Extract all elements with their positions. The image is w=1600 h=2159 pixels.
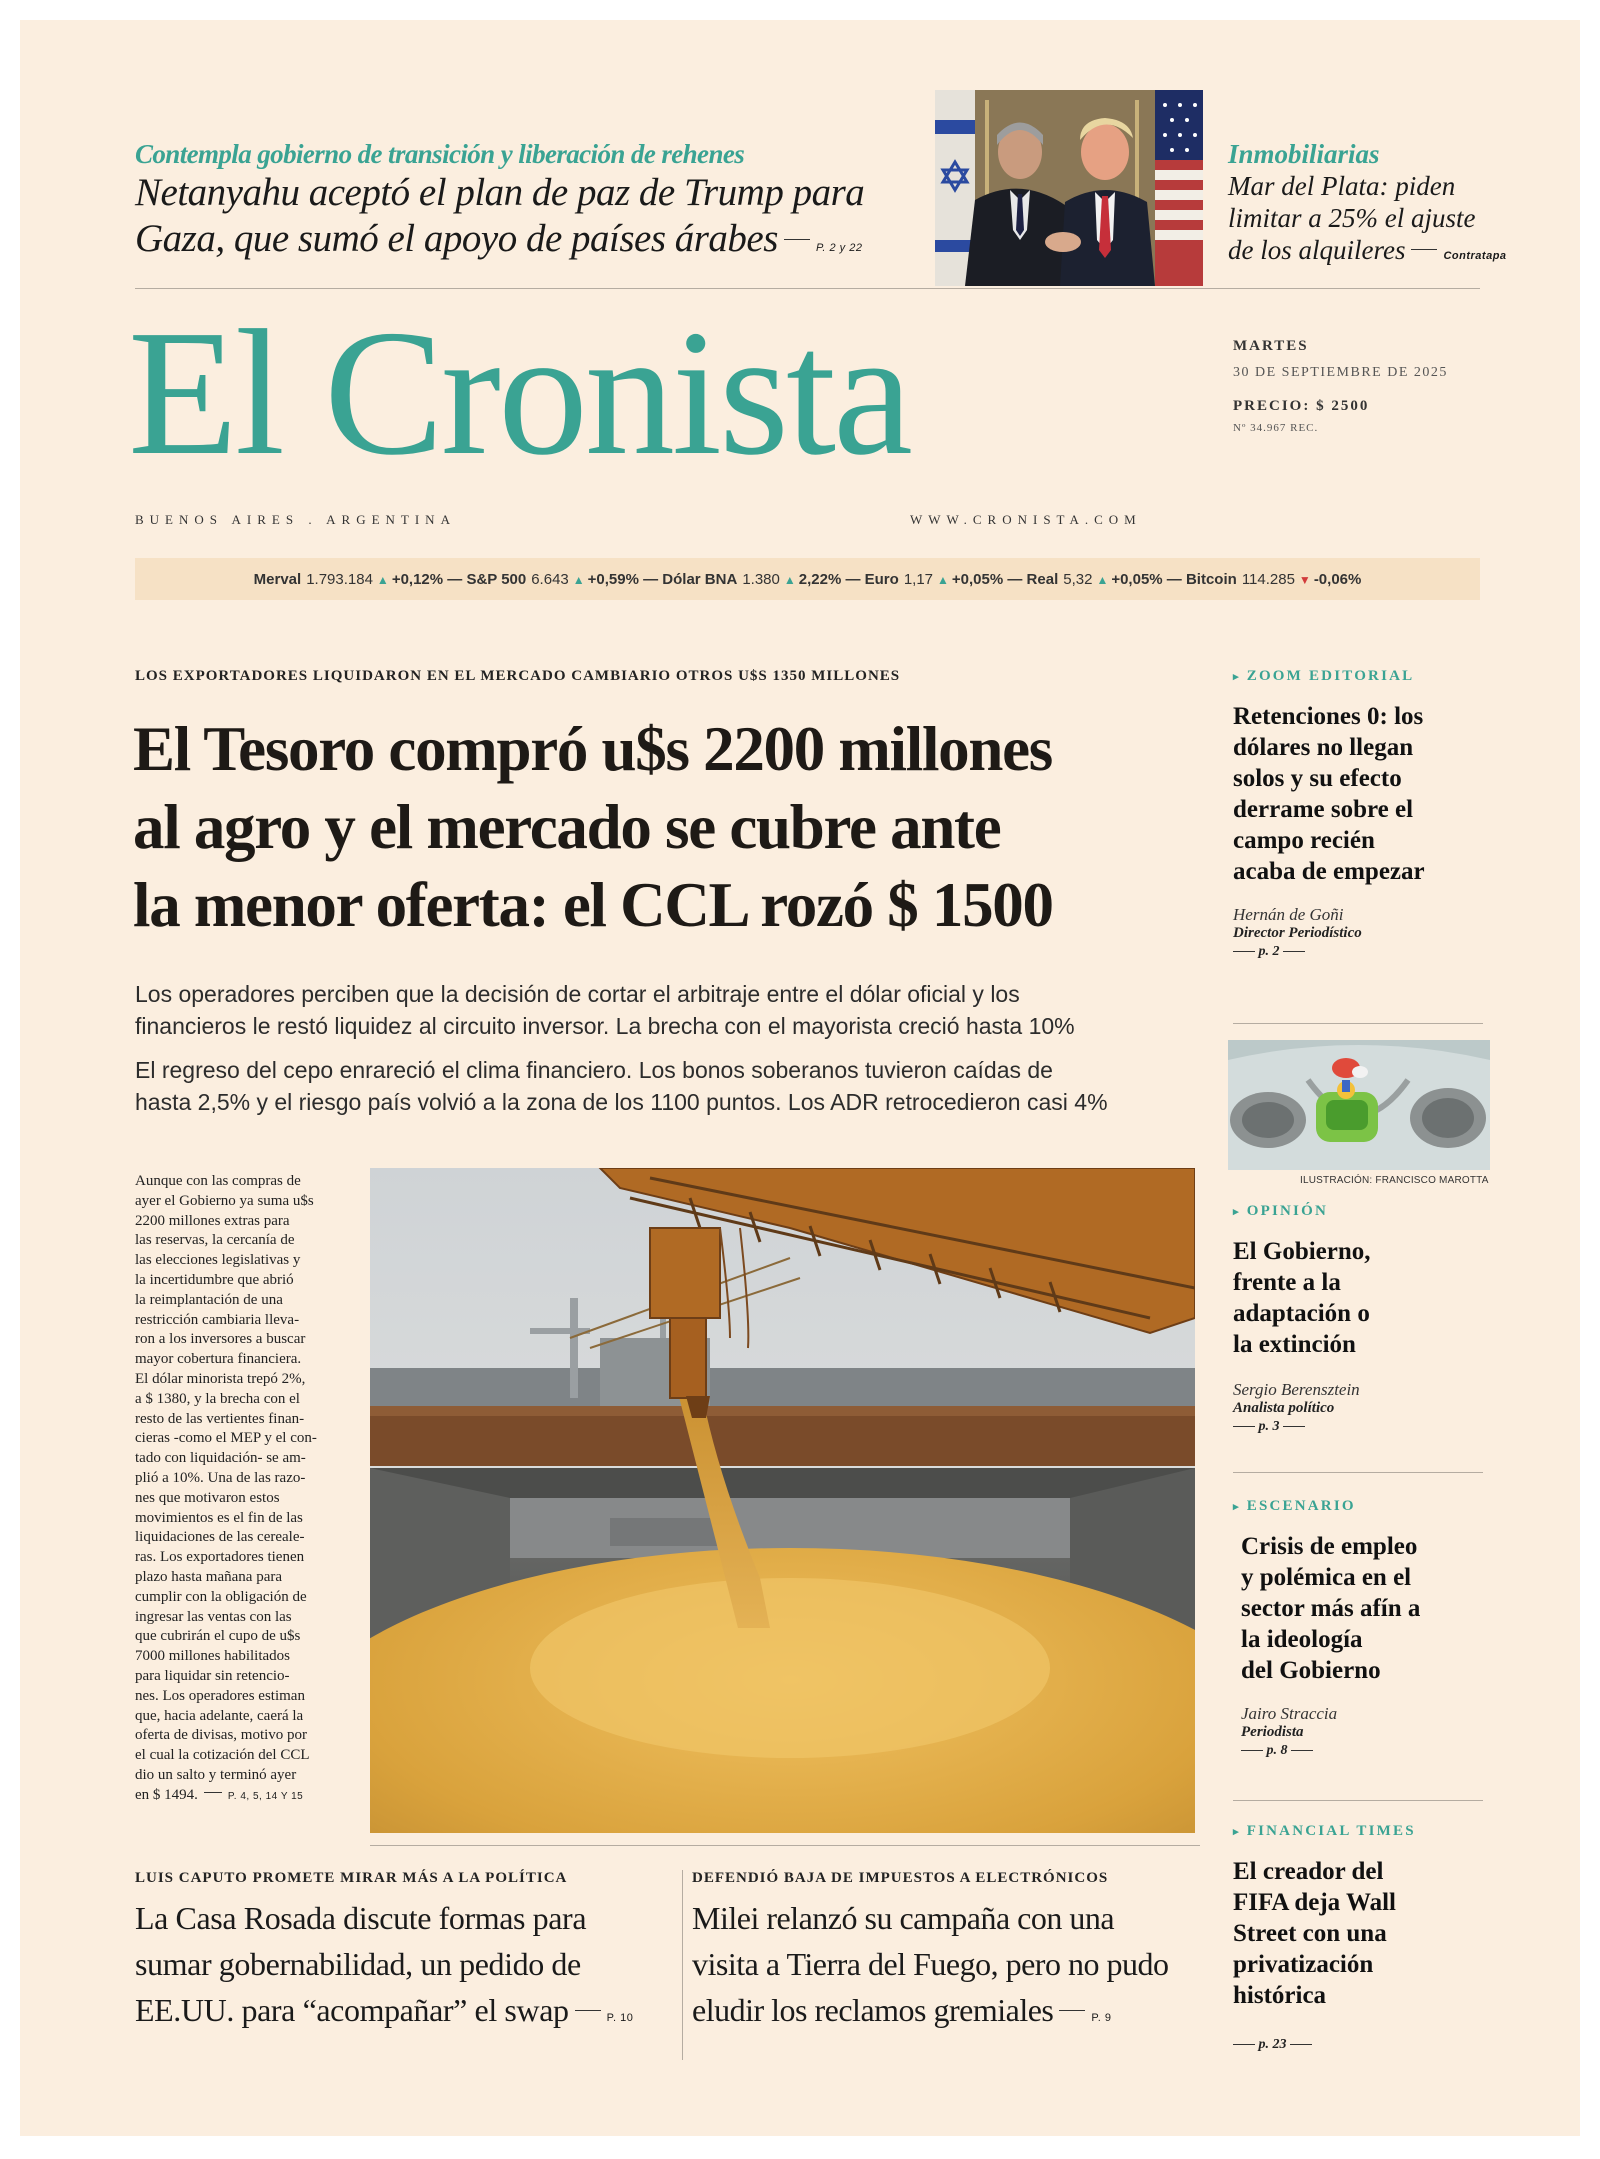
body-line (135, 1291, 360, 1311)
body-line (135, 1489, 360, 1509)
body-line-text: nes que motivaron estos (135, 1489, 280, 1506)
opinion-title-line: frente a la (1233, 1269, 1341, 1296)
ticker-name: Dólar BNA (662, 570, 738, 588)
body-line-text: plazo hasta mañana para (135, 1568, 283, 1585)
main-body-text (135, 1172, 360, 1807)
ticker-separator: — (638, 570, 663, 588)
opinion-title-line: adaptación o (1233, 1300, 1370, 1327)
escenario-page-ref: p. 8 (1266, 1743, 1288, 1758)
zoom-title-line: dólares no llegan (1233, 734, 1414, 761)
body-line-text: la incertidumbre que abrió (135, 1271, 294, 1288)
zoom-title (1233, 701, 1493, 887)
body-line-text: 7000 millones habilitados (135, 1648, 290, 1665)
opinion-author: Sergio Berensztein (1233, 1380, 1360, 1399)
body-line (135, 1410, 360, 1430)
body-line (135, 1390, 360, 1410)
escenario-title-line: y polémica en el (1241, 1564, 1412, 1591)
sidebar-gutter (1220, 660, 1221, 2060)
body-line (135, 1192, 360, 1212)
arrow-up-icon: ▲ (1096, 572, 1109, 587)
section-label: ZOOM EDITORIAL (1246, 668, 1415, 684)
bottom-left-headline-2: sumar gobernabilidad, un pedido de (135, 1946, 581, 1982)
masthead-website[interactable]: WWW.CRONISTA.COM (910, 512, 1142, 527)
body-line (135, 1350, 360, 1370)
zoom-title-line: solos y su efecto (1233, 765, 1402, 792)
grain-loading-photo (370, 1168, 1195, 1833)
ticker-separator: — (1162, 570, 1186, 588)
body-line (135, 1528, 360, 1548)
ft-title-line: histórica (1233, 1982, 1327, 2009)
escenario-title-line: la ideología (1241, 1626, 1363, 1653)
top-left-headline-line-2: Gaza, que sumó el apoyo de países árabes (135, 217, 778, 260)
newspaper-front-page (20, 20, 1580, 2136)
main-kicker: LOS EXPORTADORES LIQUIDARON EN EL MERCADO CAMBIARIO OTROS U$S 1350 MILLONES (135, 668, 901, 684)
body-line (135, 1766, 360, 1786)
body-line-text: mayor cobertura financiera. (135, 1351, 302, 1368)
arrow-icon: ▸ (1233, 1826, 1241, 1838)
top-right-headline-line-3: de los alquileres (1228, 235, 1406, 265)
zoom-page-ref: p. 2 (1258, 944, 1280, 959)
sidebar-opinion[interactable] (1233, 1203, 1493, 1435)
ticker-item (1027, 571, 1163, 588)
zoom-author: Hernán de Goñi (1233, 905, 1344, 924)
body-line-text: restricción cambiaria lleva- (135, 1311, 300, 1328)
bottom-left-story[interactable] (135, 1870, 675, 2041)
bottom-left-headline-3: EE.UU. para “acompañar” el swap (135, 1992, 569, 2028)
body-line (135, 1429, 360, 1449)
ticker-value: 1,17 (903, 570, 934, 588)
section-label: ESCENARIO (1246, 1498, 1356, 1514)
body-line-text: ras. Los exportadores tienen (135, 1549, 305, 1566)
arrow-up-icon: ▲ (376, 572, 389, 587)
section-label: FINANCIAL TIMES (1246, 1823, 1416, 1839)
ft-title-line: FIFA deja Wall (1233, 1889, 1396, 1916)
masthead-price: PRECIO: $ 2500 (1233, 398, 1370, 414)
body-line-text: oferta de divisas, motivo por (135, 1727, 308, 1744)
body-line-text: las reservas, la cercanía de (135, 1232, 295, 1249)
opinion-role: Analista político (1233, 1400, 1335, 1416)
divider (1233, 1472, 1483, 1473)
arrow-up-icon: ▲ (937, 572, 949, 587)
sidebar-financial-times[interactable] (1233, 1823, 1493, 2053)
body-line-text: Aunque con las compras de (135, 1173, 301, 1189)
zoom-role: Director Periodístico (1233, 925, 1362, 941)
bottom-left-page-ref: P. 10 (606, 2012, 634, 2024)
ref-divider (204, 1792, 222, 1793)
body-line-text: ingresar las ventas con las (135, 1608, 292, 1625)
ticker-item (662, 571, 841, 588)
ticker-value: 114.285 (1241, 570, 1295, 588)
body-line (135, 1647, 360, 1667)
ft-title-line: El creador del (1233, 1858, 1384, 1885)
body-line-text: 2200 millones extras para (135, 1212, 290, 1229)
body-line (135, 1707, 360, 1727)
masthead-issue: Nº 34.967 REC. (1233, 422, 1319, 434)
ticker-name: S&P 500 (466, 570, 527, 588)
ticker-change: +0,12% (391, 570, 444, 588)
body-line-text: dio un salto y terminó ayer (135, 1766, 297, 1783)
body-line (135, 1271, 360, 1291)
top-right-kicker: Inmobiliarias (1228, 139, 1380, 169)
body-line (135, 1588, 360, 1608)
ticker-separator: — (1003, 570, 1027, 588)
body-line-text: liquidaciones de las cereale- (135, 1529, 305, 1546)
bottom-left-kicker: LUIS CAPUTO PROMETE MIRAR MÁS A LA POLÍTICA (135, 1870, 568, 1886)
bottom-right-kicker: DEFENDIÓ BAJA DE IMPUESTOS A ELECTRÓNICOS (692, 1870, 1109, 1886)
top-right-headline-line-2: limitar a 25% el ajuste (1228, 203, 1476, 233)
body-line (135, 1786, 360, 1807)
body-line (135, 1568, 360, 1588)
escenario-title-line: sector más afín a (1241, 1595, 1421, 1622)
ft-title (1233, 1856, 1493, 2011)
body-line (135, 1330, 360, 1350)
main-deck-2: El regreso del cepo enrareció el clima financiero. Los bonos soberanos tuvieron caídas de (135, 1057, 1053, 1083)
body-line (135, 1746, 360, 1766)
body-line (135, 1370, 360, 1390)
arrow-icon: ▸ (1233, 671, 1241, 683)
ref-divider (784, 239, 810, 240)
body-line-text: las elecciones legislativas y (135, 1252, 301, 1269)
zoom-title-line: Retenciones 0: los (1233, 703, 1424, 730)
ticker-item (1186, 571, 1361, 588)
illustration-image (1228, 1040, 1490, 1170)
body-line (135, 1726, 360, 1746)
escenario-title (1233, 1531, 1493, 1686)
top-left-teaser[interactable] (135, 138, 935, 271)
divider (682, 1870, 683, 2060)
escenario-role: Periodista (1241, 1724, 1304, 1740)
body-line-text: que cubrirán el cupo de u$s (135, 1628, 301, 1645)
main-headline-line-2: al agro y el mercado se cubre ante (133, 792, 1001, 862)
arrow-icon: ▸ (1233, 1501, 1241, 1513)
arrow-icon: ▸ (1233, 1206, 1241, 1218)
divider (370, 1845, 1200, 1846)
body-line-text: el cual la cotización del CCL (135, 1747, 310, 1764)
main-deck-2b: hasta 2,5% y el riesgo país volvió a la zona de los 1100 puntos. Los ADR retrocedieron casi 4% (135, 1089, 1108, 1115)
body-line (135, 1667, 360, 1687)
zoom-title-line: derrame sobre el (1233, 796, 1414, 823)
ticker-name: Euro (864, 570, 899, 588)
divider (1233, 1800, 1483, 1801)
ref-divider (1059, 2010, 1085, 2011)
main-headline-line-1: El Tesoro compró u$s 2200 millones (133, 714, 1052, 784)
ticker-name: Merval (253, 570, 302, 588)
body-line (135, 1449, 360, 1469)
main-deck-1: Los operadores perciben que la decisión de cortar el arbitraje entre el dólar oficial y los (135, 981, 1020, 1007)
zoom-title-line: campo recién (1233, 827, 1375, 854)
body-line-text: que, hacia adelante, caerá la (135, 1707, 304, 1724)
opinion-title-line: El Gobierno, (1233, 1238, 1371, 1265)
body-line-text: a $ 1380, y la brecha con el (135, 1390, 300, 1407)
body-line (135, 1627, 360, 1647)
body-line-text: El dólar minorista trepó 2%, (135, 1370, 306, 1387)
ticker-value: 1.793.184 (306, 570, 373, 588)
body-line-text: en $ 1494. (135, 1786, 198, 1803)
body-line (135, 1687, 360, 1707)
section-label: OPINIÓN (1246, 1203, 1328, 1219)
ticker-items (254, 571, 1362, 588)
body-page-ref: P. 4, 5, 14 Y 15 (227, 1790, 304, 1802)
ticker-value: 1.380 (742, 570, 780, 588)
bottom-left-headline-1: La Casa Rosada discute formas para (135, 1900, 587, 1936)
ticker-change: -0,06% (1313, 570, 1362, 588)
ticker-name: Real (1026, 570, 1059, 588)
ticker-item (466, 571, 639, 588)
ticker-separator: — (841, 570, 865, 588)
ref-divider (1411, 249, 1437, 250)
body-line-text: ayer el Gobierno ya suma u$s (135, 1192, 314, 1209)
body-line-text: cumplir con la obligación de (135, 1588, 307, 1605)
body-line (135, 1212, 360, 1232)
ticker-item (254, 571, 443, 588)
body-line (135, 1509, 360, 1529)
ticker-change: +0,05% (951, 570, 1004, 588)
main-deck-1b: financieros le restó liquidez al circuito inversor. La brecha con el mayorista creció hasta 10% (135, 1013, 1075, 1039)
divider (1233, 1023, 1483, 1024)
arrow-up-icon: ▲ (783, 572, 796, 587)
opinion-title-line: la extinción (1233, 1331, 1356, 1358)
editorial-illustration[interactable] (1228, 1040, 1490, 1170)
grain-ship-photo[interactable] (370, 1168, 1195, 1833)
body-line-text: ron a los inversores a buscar (135, 1331, 306, 1348)
ft-title-line: privatización (1233, 1951, 1374, 1978)
body-line (135, 1548, 360, 1568)
ticker-separator: — (443, 570, 467, 588)
top-left-headline-line-1: Netanyahu aceptó el plan de paz de Trump para (135, 171, 865, 214)
body-line-text: resto de las vertientes finan- (135, 1410, 305, 1427)
top-left-kicker: Contempla gobierno de transición y liberación de rehenes (135, 139, 745, 169)
body-line (135, 1311, 360, 1331)
arrow-up-icon: ▲ (572, 572, 585, 587)
masthead-logo[interactable]: El Cronista (128, 293, 910, 492)
handshake-photo (935, 90, 1203, 286)
body-line-text: cieras -como el MEP y el con- (135, 1430, 317, 1447)
top-left-page-ref: P. 2 y 22 (815, 242, 863, 254)
body-line-text: movimientos es el fin de las (135, 1509, 303, 1526)
opinion-page-ref: p. 3 (1258, 1419, 1280, 1434)
top-right-teaser[interactable] (1228, 138, 1528, 272)
zoom-title-line: acaba de empezar (1233, 858, 1425, 885)
main-headline-line-3: la menor oferta: el CCL rozó $ 1500 (133, 870, 1053, 940)
ticker-change: 2,22% (798, 570, 842, 588)
opinion-title (1233, 1236, 1493, 1360)
ticker-name: Bitcoin (1185, 570, 1237, 588)
ticker-value: 5,32 (1063, 570, 1093, 588)
escenario-author: Jairo Straccia (1241, 1704, 1338, 1723)
body-line-text: nes. Los operadores estiman (135, 1687, 305, 1704)
ticker-value: 6.643 (531, 570, 569, 588)
arrow-down-icon: ▼ (1298, 572, 1311, 587)
escenario-title-line: del Gobierno (1241, 1657, 1381, 1684)
masthead-date: 30 DE SEPTIEMBRE DE 2025 (1233, 365, 1448, 380)
body-line-text: para liquidar sin retencio- (135, 1667, 290, 1684)
sidebar-escenario[interactable] (1233, 1498, 1493, 1759)
body-line-text: tado con liquidación- se am- (135, 1450, 306, 1467)
illustration-credit: ILUSTRACIÓN: FRANCISCO MAROTTA (1300, 1175, 1489, 1186)
masthead-day: MARTES (1233, 338, 1309, 354)
bottom-right-headline-1: Milei relanzó su campaña con una (692, 1900, 1115, 1936)
escenario-title-line: Crisis de empleo (1241, 1533, 1418, 1560)
main-deck (135, 978, 1235, 1118)
bottom-right-headline-2: visita a Tierra del Fuego, pero no pudo (692, 1946, 1169, 1982)
masthead-location: BUENOS AIRES . ARGENTINA (135, 512, 456, 527)
bottom-right-page-ref: P. 9 (1091, 2012, 1112, 2024)
body-line-text: la reimplantación de una (135, 1291, 283, 1308)
ref-divider (575, 2010, 601, 2011)
body-line (135, 1172, 360, 1192)
ticker-change: +0,05% (1111, 570, 1163, 588)
ticker-change: +0,59% (587, 570, 639, 588)
body-line-text: plió a 10%. Una de las razo- (135, 1469, 306, 1486)
masthead-info (1233, 338, 1493, 434)
bottom-right-story[interactable] (692, 1870, 1212, 2041)
sidebar-zoom-editorial[interactable] (1233, 668, 1493, 960)
ticker-item (865, 571, 1004, 588)
market-ticker (135, 558, 1480, 600)
main-headline[interactable] (133, 710, 1223, 944)
ft-title-line: Street con una (1233, 1920, 1387, 1947)
top-right-headline-line-1: Mar del Plata: piden (1228, 171, 1456, 201)
top-right-page-ref: Contratapa (1443, 250, 1507, 262)
body-line (135, 1608, 360, 1628)
body-line (135, 1231, 360, 1251)
ft-page-ref: p. 23 (1258, 2037, 1287, 2052)
body-line (135, 1251, 360, 1271)
bottom-right-headline-3: eludir los reclamos gremiales (692, 1992, 1054, 2028)
body-line (135, 1469, 360, 1489)
top-news-photo[interactable] (935, 90, 1203, 286)
